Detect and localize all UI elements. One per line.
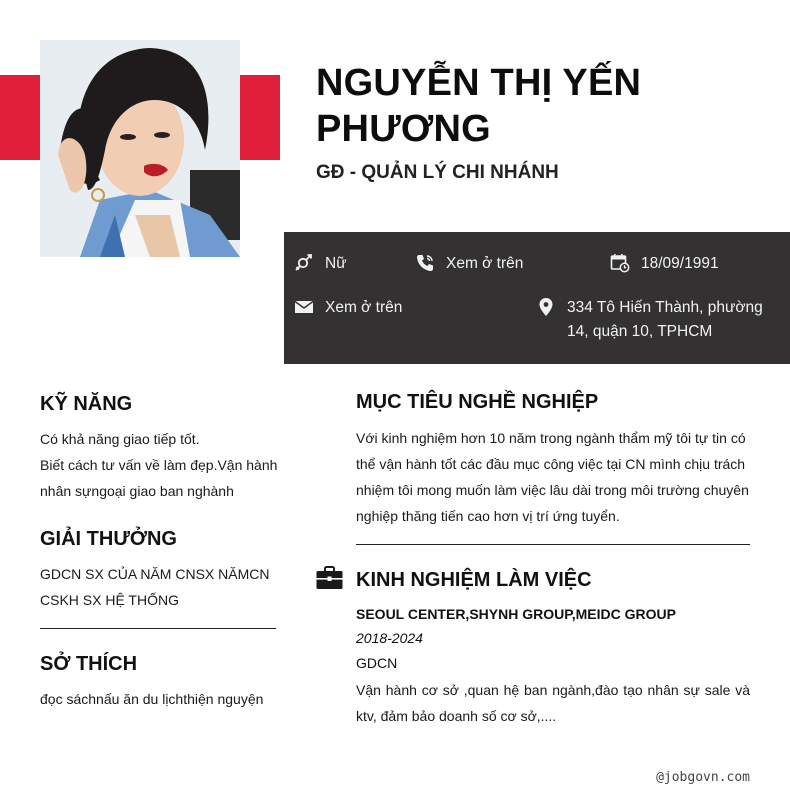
contact-info-panel	[284, 232, 790, 364]
calendar-icon	[610, 253, 630, 273]
info-birthdate	[610, 252, 719, 276]
experience-role: GDCN	[356, 655, 398, 671]
profile-photo	[40, 40, 240, 257]
objective-line: nhiệm tôi mong muốn làm việc lâu dài trong môi trường chuyên	[356, 482, 749, 498]
awards-line: CSKH SX HỆ THỐNG	[40, 592, 179, 608]
experience-company: SEOUL CENTER,SHYNH GROUP,MEIDC GROUP	[356, 606, 676, 622]
email-value: Xem ở trên	[325, 299, 403, 316]
skills-text	[40, 426, 280, 504]
briefcase-icon	[316, 566, 343, 590]
awards-text	[40, 561, 280, 613]
skills-heading: KỸ NĂNG	[40, 393, 133, 415]
watermark: @jobgovn.com	[656, 770, 750, 785]
phone-icon	[415, 253, 435, 273]
mail-icon	[294, 297, 314, 317]
experience-description: Vận hành cơ sở ,quan hệ ban ngành,đào tạo nhân sự sale và ktv, đảm bảo doanh số cơ sở,....	[356, 682, 750, 724]
location-pin-icon	[536, 297, 556, 317]
objective-line: Với kinh nghiệm hơn 10 năm trong ngành thẩm mỹ tôi tự tin có	[356, 430, 746, 446]
hobbies-text: đọc sáchnấu ăn du lịchthiện nguyện	[40, 691, 264, 707]
right-divider	[356, 544, 750, 545]
skills-line: nhân sựngoại giao ban nghành	[40, 483, 234, 499]
candidate-name: NGUYỄN THỊ YẾN PHƯƠNG	[316, 62, 642, 150]
info-gender	[294, 252, 347, 276]
objective-text	[356, 425, 756, 529]
info-address	[536, 296, 771, 344]
gender-value: Nữ	[325, 255, 347, 272]
phone-value: Xem ở trên	[446, 255, 524, 272]
hobbies-heading: SỞ THÍCH	[40, 653, 138, 675]
objective-line: thể vận hành tốt các đầu mục công việc tại CN mình chịu trách	[356, 456, 746, 472]
skills-line: Biết cách tư vấn về làm đẹp.Vận hành	[40, 457, 278, 473]
gender-icon	[294, 253, 314, 273]
awards-line: GDCN SX CỦA NĂM CNSX NĂMCN	[40, 566, 270, 582]
awards-heading: GIẢI THƯỞNG	[40, 528, 177, 550]
birthdate-value: 18/09/1991	[641, 255, 719, 272]
job-title: GĐ - QUẢN LÝ CHI NHÁNH	[316, 162, 559, 183]
info-phone	[415, 252, 523, 276]
info-email	[294, 296, 402, 320]
experience-heading: KINH NGHIỆM LÀM VIỆC	[356, 569, 592, 591]
address-value: 334 Tô Hiến Thành, phường 14, quận 10, TPHCM	[567, 299, 763, 340]
left-divider	[40, 628, 276, 629]
skills-line: Có khả năng giao tiếp tốt.	[40, 431, 200, 447]
experience-years: 2018-2024	[356, 630, 423, 646]
objective-heading: MỤC TIÊU NGHỀ NGHIỆP	[356, 391, 599, 413]
objective-line: nghiệp thăng tiến cao hơn vị trí ứng tuyển.	[356, 508, 620, 524]
